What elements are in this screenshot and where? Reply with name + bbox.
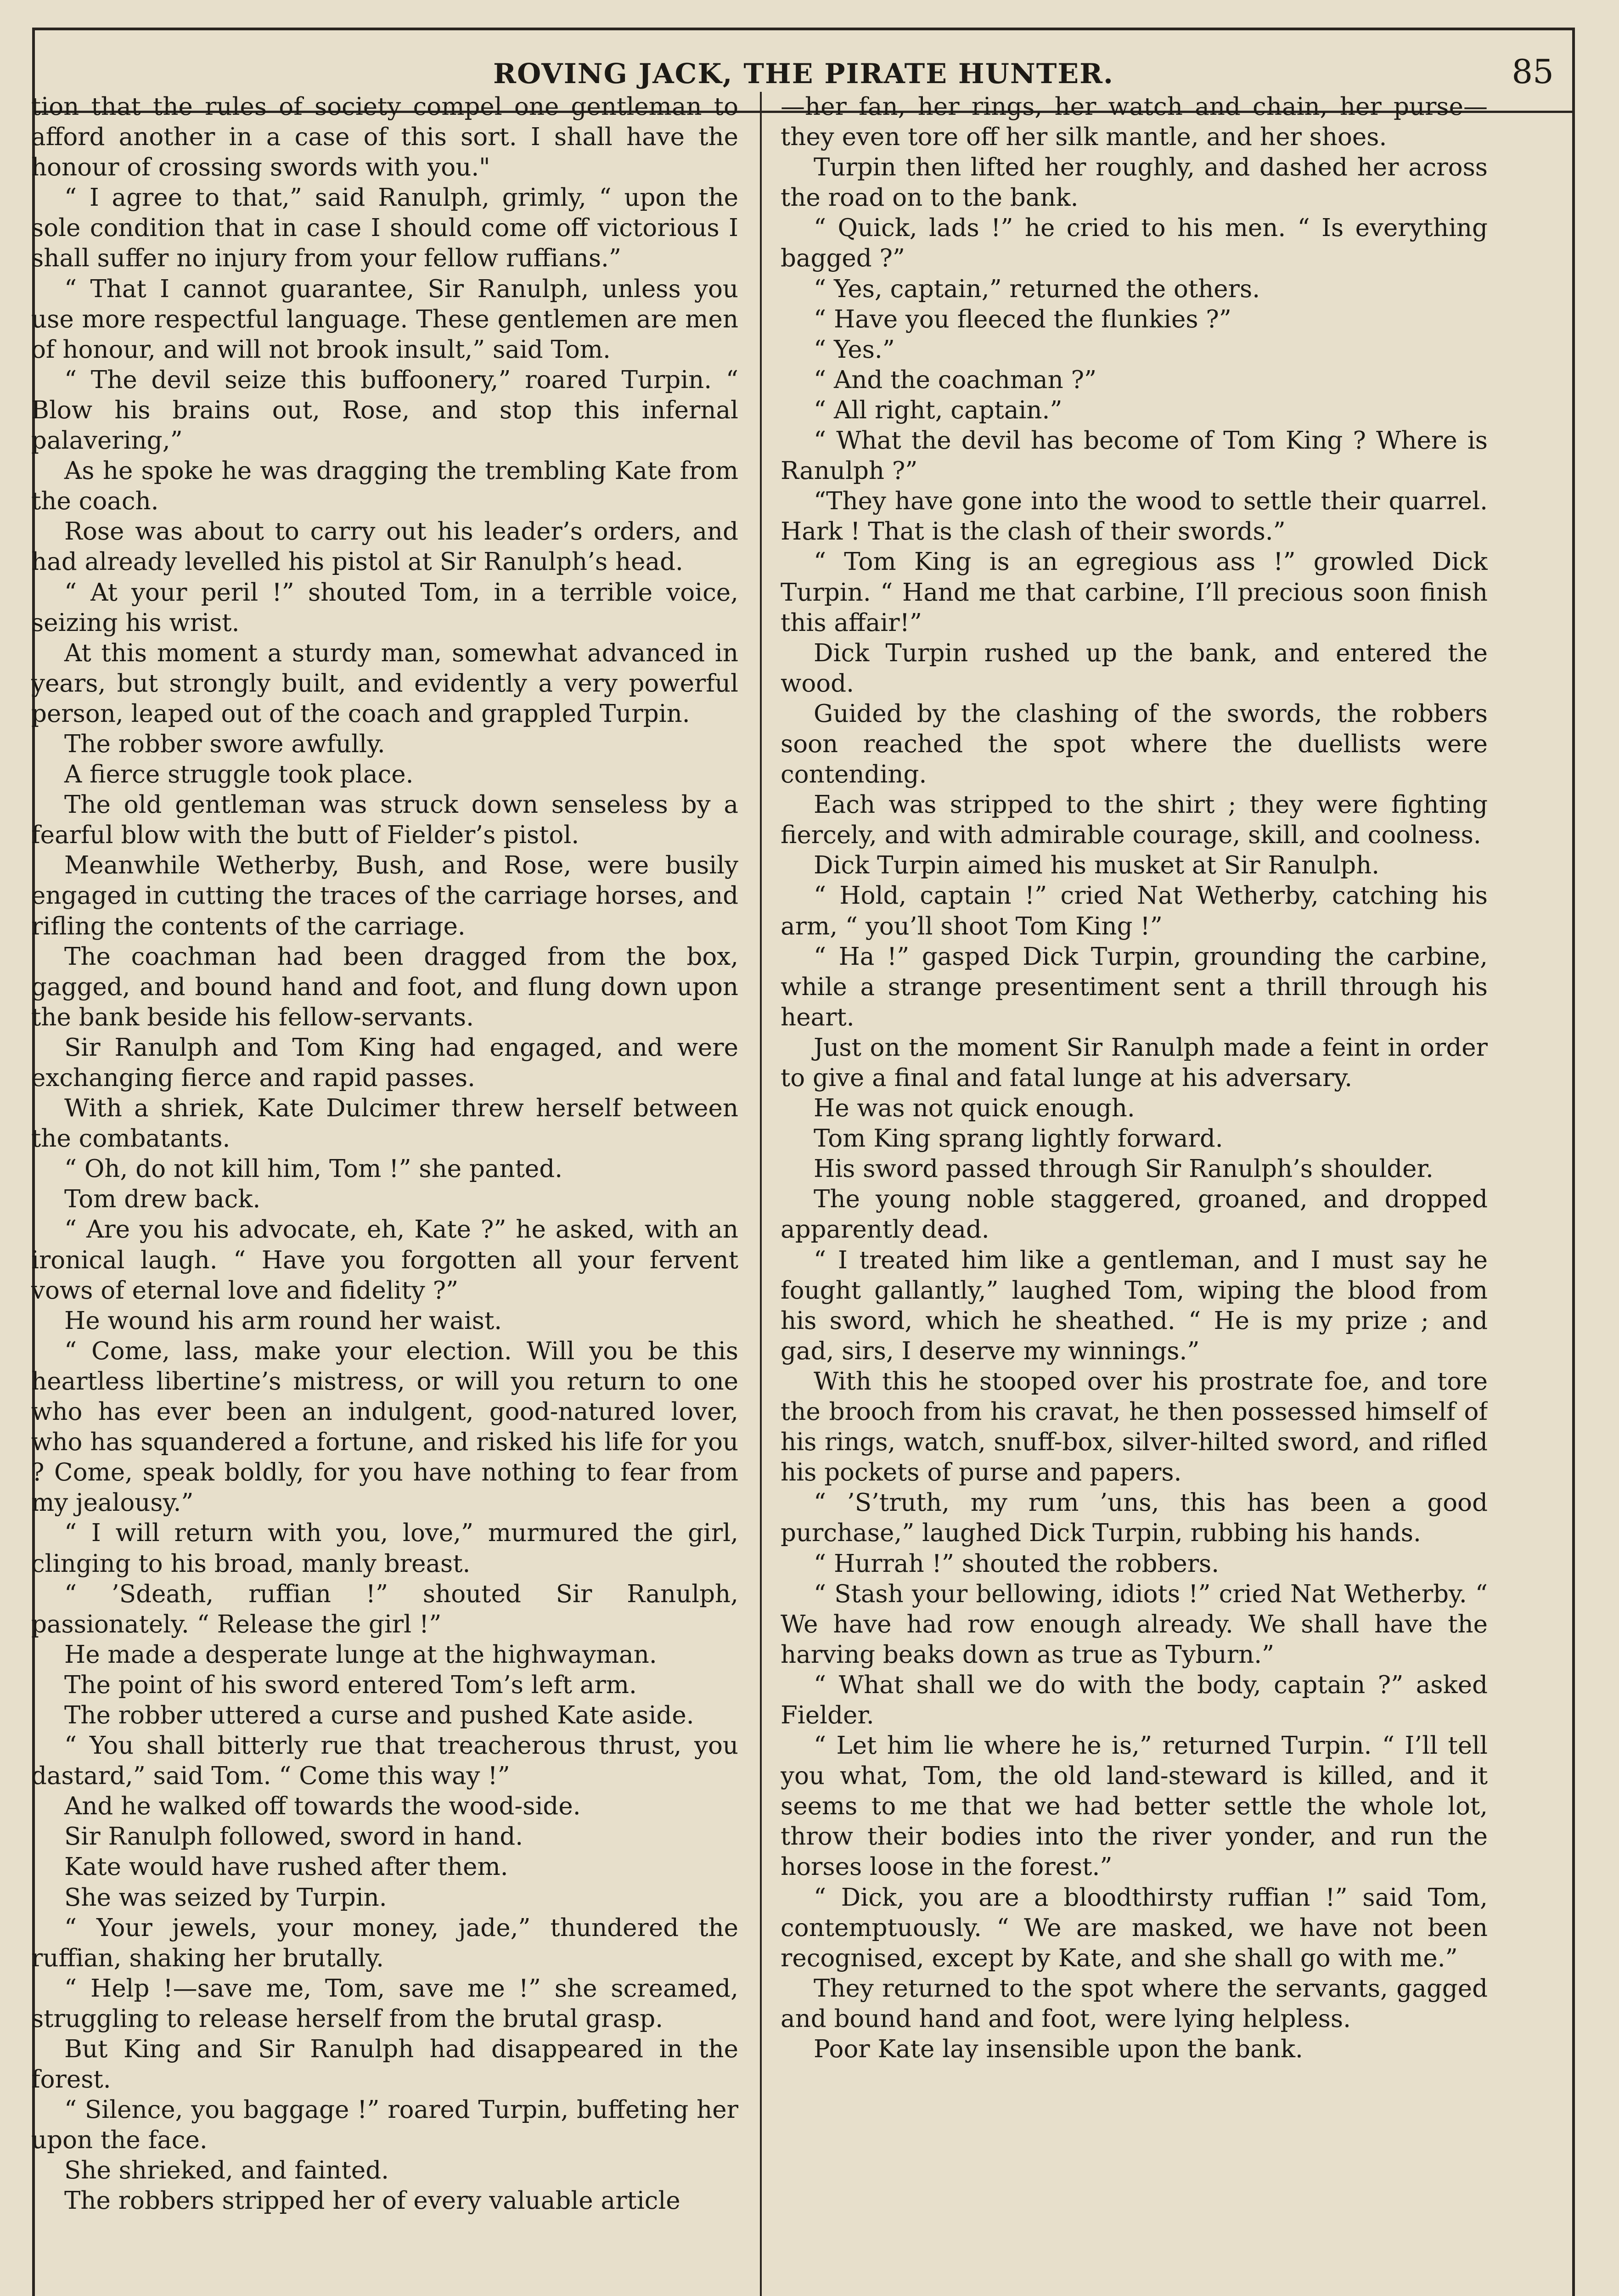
paragraph: “ The devil seize this buffoonery,” roared Turpin. “ Blow his brains out, Rose, and stop this infernal palavering,” xyxy=(31,366,738,455)
paragraph: The robbers stripped her of every valuable article xyxy=(64,2187,680,2215)
paragraph: He made a desperate lunge at the highwayman. xyxy=(64,1640,657,1669)
paragraph: And he walked off towards the wood-side. xyxy=(64,1792,581,1821)
paragraph: The point of his sword entered Tom’s left arm. xyxy=(64,1671,637,1699)
paragraph: “ Ha !” gasped Dick Turpin, grounding the carbine, while a strange presentiment sent a thrill through his heart. xyxy=(781,942,1488,1031)
paragraph: “ I treated him like a gentleman, and I must say he fought gallantly,” laughed Tom, wiping the blood from his sword, which he sheathed. “ He is my prize ; and gad, sirs, I deserve my winnings.” xyxy=(781,1246,1488,1365)
paragraph: As he spoke he was dragging the trembling Kate from the coach. xyxy=(31,457,738,516)
paragraph: “ Yes.” xyxy=(814,335,895,364)
paragraph: The robber swore awfully. xyxy=(64,730,385,758)
paragraph: Rose was about to carry out his leader’s orders, and had already levelled his pistol at Sir Ranulph’s head. xyxy=(31,518,738,576)
paragraph: The young noble staggered, groaned, and dropped apparently dead. xyxy=(781,1185,1488,1244)
paragraph: “ Come, lass, make your election. Will you be this heartless libertine’s mistress, or will you return to one who has ever been an indulgent, good-natured lover, who has squandered a fortune, and risked his life for you ? Come, speak boldly, for you have nothing to fear from my jealousy.” xyxy=(31,1337,738,1517)
paragraph: “ That I cannot guarantee, Sir Ranulph, unless you use more respectful language. These gentlemen are men of honour, and will not brook insult,” said Tom. xyxy=(31,275,738,364)
paragraph: “ ’S’truth, my rum ’uns, this has been a good purchase,” laughed Dick Turpin, rubbing his hands. xyxy=(781,1489,1488,1548)
paragraph: Sir Ranulph and Tom King had engaged, and were exchanging fierce and rapid passes. xyxy=(31,1033,738,1092)
paragraph: With a shriek, Kate Dulcimer threw herself between the combatants. xyxy=(31,1094,738,1153)
paragraph: With this he stooped over his prostrate foe, and tore the brooch from his cravat, he then possessed himself of his rings, watch, snuff-box, silver-hilted sword, and rifled his pockets of purse and papers. xyxy=(781,1367,1488,1487)
paragraph: “ Silence, you baggage !” roared Turpin, buffeting her upon the face. xyxy=(31,2096,738,2155)
paragraph: Poor Kate lay insensible upon the bank. xyxy=(814,2035,1303,2063)
paragraph: Meanwhile Wetherby, Bush, and Rose, were busily engaged in cutting the traces of the carriage horses, and rifling the contents of the carriage. xyxy=(31,851,738,940)
left-text-column xyxy=(31,92,738,2296)
paragraph: “ All right, captain.” xyxy=(814,396,1062,424)
paragraph: “ And the coachman ?” xyxy=(814,366,1097,394)
paragraph: He wound his arm round her waist. xyxy=(64,1306,502,1335)
paragraph: Sir Ranulph followed, sword in hand. xyxy=(64,1823,523,1851)
paragraph: “ At your peril !” shouted Tom, in a terrible voice, seizing his wrist. xyxy=(31,578,738,637)
paragraph: “ Yes, captain,” returned the others. xyxy=(814,275,1260,303)
paragraph: —her fan, her rings, her watch and chain, her purse—they even tore off her silk mantle, and her shoes. xyxy=(781,93,1488,152)
paragraph: “ Help !—save me, Tom, save me !” she screamed, struggling to release herself from the brutal grasp. xyxy=(31,1974,738,2033)
paragraph: Tom drew back. xyxy=(64,1185,261,1214)
paragraph: “ Dick, you are a bloodthirsty ruffian !” said Tom, contemptuously. “ We are masked, we have not been recognised, except by Kate, and she shall go with me.” xyxy=(781,1883,1488,1972)
paragraph: Turpin then lifted her roughly, and dashed her across the road on to the bank. xyxy=(781,153,1488,212)
paragraph: But King and Sir Ranulph had disappeared in the forest. xyxy=(31,2035,738,2094)
paragraph: tion that the rules of society compel one gentleman to afford another in a case of this sort. I shall have the honour of crossing swords with you." xyxy=(31,93,738,182)
page-number: 85 xyxy=(1512,52,1554,91)
page-title: ROVING JACK, THE PIRATE HUNTER. xyxy=(493,58,1114,90)
paragraph: “ I agree to that,” said Ranulph, grimly, “ upon the sole condition that in case I should come off victorious I shall suffer no injury from your fellow ruffians.” xyxy=(31,184,738,273)
paragraph: “They have gone into the wood to settle their quarrel. Hark ! That is the clash of their swords.” xyxy=(781,487,1488,546)
paragraph: She shrieked, and fainted. xyxy=(64,2156,389,2185)
right-text-column xyxy=(781,92,1488,2296)
paragraph: “ Let him lie where he is,” returned Turpin. “ I’ll tell you what, Tom, the old land-steward is killed, and it seems to me that we had better settle the whole lot, throw their bodies into the river yonder, and run the horses loose in the forest.” xyxy=(781,1732,1488,1881)
paragraph: “ I will return with you, love,” murmured the girl, clinging to his broad, manly breast. xyxy=(31,1519,738,1578)
paragraph: She was seized by Turpin. xyxy=(64,1883,387,1912)
paragraph: “ Oh, do not kill him, Tom !” she panted. xyxy=(64,1155,563,1183)
paragraph: He was not quick enough. xyxy=(814,1094,1135,1123)
paragraph: “ Stash your bellowing, idiots !” cried Nat Wetherby. “ We have had row enough already. We shall have the harving beaks down as true as Tyburn.” xyxy=(781,1580,1488,1669)
paragraph: A fierce struggle took place. xyxy=(64,760,414,789)
paragraph: Kate would have rushed after them. xyxy=(64,1853,508,1881)
paragraph: “ Tom King is an egregious ass !” growled Dick Turpin. “ Hand me that carbine, I’ll precious soon finish this affair!” xyxy=(781,548,1488,637)
paragraph: “ Quick, lads !” he cried to his men. “ Is everything bagged ?” xyxy=(781,214,1488,273)
paragraph: They returned to the spot where the servants, gagged and bound hand and foot, were lying helpless. xyxy=(781,1974,1488,2033)
paragraph: Dick Turpin aimed his musket at Sir Ranulph. xyxy=(814,851,1380,880)
paragraph: Just on the moment Sir Ranulph made a feint in order to give a final and fatal lunge at his adversary. xyxy=(781,1033,1488,1092)
paragraph: “ Are you his advocate, eh, Kate ?” he asked, with an ironical laugh. “ Have you forgotten all your fervent vows of eternal love and fidelity ?” xyxy=(31,1216,738,1305)
paragraph: “ Hurrah !” shouted the robbers. xyxy=(814,1549,1220,1578)
column-divider xyxy=(760,92,762,2296)
paragraph: At this moment a sturdy man, somewhat advanced in years, but strongly built, and evidently a very powerful person, leaped out of the coach and grappled Turpin. xyxy=(31,639,738,728)
paragraph: “ What shall we do with the body, captain ?” asked Fielder. xyxy=(781,1671,1488,1729)
paragraph: The robber uttered a curse and pushed Kate aside. xyxy=(64,1701,694,1729)
paragraph: Tom King sprang lightly forward. xyxy=(814,1125,1223,1153)
paragraph: Each was stripped to the shirt ; they were fighting fiercely, and with admirable courage, skill, and coolness. xyxy=(781,791,1488,850)
paragraph: “ You shall bitterly rue that treacherous thrust, you dastard,” said Tom. “ Come this way !” xyxy=(31,1732,738,1790)
paragraph: Dick Turpin rushed up the bank, and entered the wood. xyxy=(781,639,1488,698)
paragraph: “ Have you fleeced the flunkies ?” xyxy=(814,305,1231,333)
paragraph: “ What the devil has become of Tom King ? Where is Ranulph ?” xyxy=(781,427,1488,485)
paragraph: The coachman had been dragged from the box, gagged, and bound hand and foot, and flung down upon the bank beside his fellow-servants. xyxy=(31,942,738,1031)
paragraph: The old gentleman was struck down senseless by a fearful blow with the butt of Fielder’s pistol. xyxy=(31,791,738,850)
paragraph: “ ’Sdeath, ruffian !” shouted Sir Ranulph, passionately. “ Release the girl !” xyxy=(31,1580,738,1638)
paragraph: His sword passed through Sir Ranulph’s shoulder. xyxy=(814,1155,1433,1183)
paragraph: Guided by the clashing of the swords, the robbers soon reached the spot where the duellists were contending. xyxy=(781,699,1488,789)
paragraph: “ Your jewels, your money, jade,” thundered the ruffian, shaking her brutally. xyxy=(31,1913,738,1972)
paragraph: “ Hold, captain !” cried Nat Wetherby, catching his arm, “ you’ll shoot Tom King !” xyxy=(781,882,1488,940)
